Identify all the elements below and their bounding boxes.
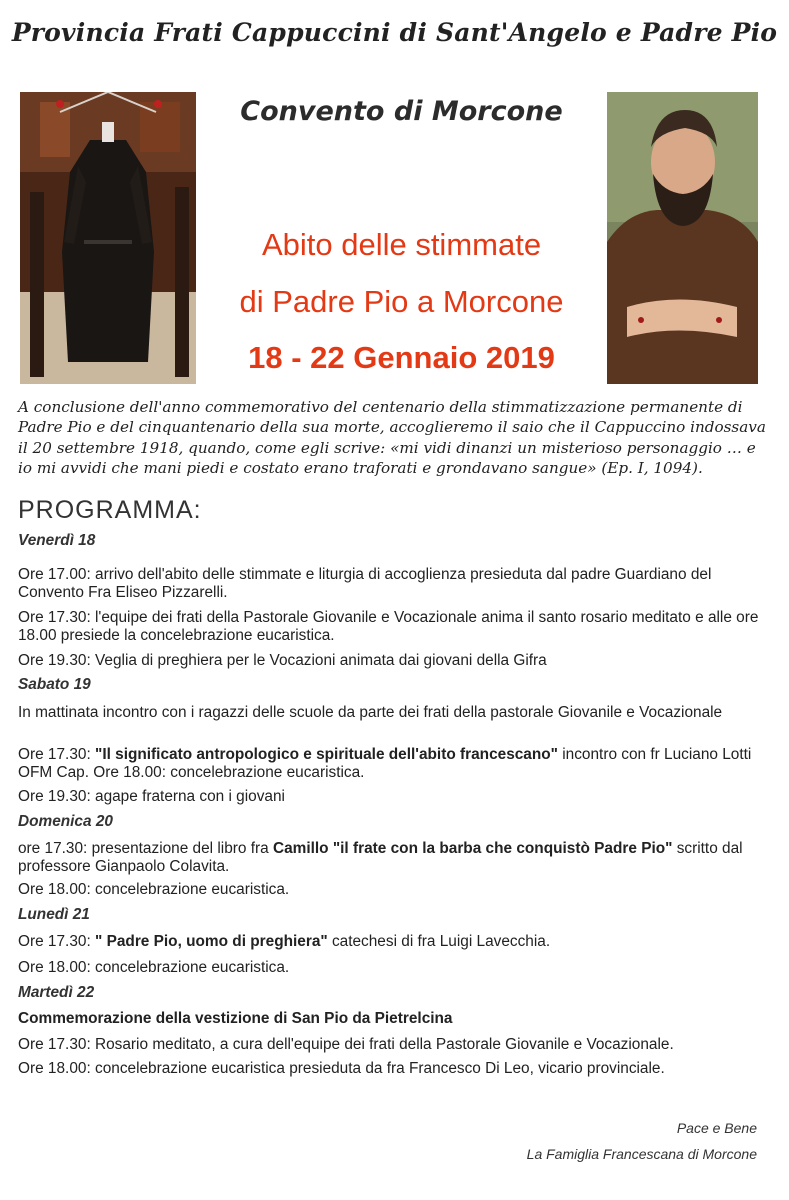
talk-title: "Il significato antropologico e spirituale dell'abito francescano" (95, 746, 558, 763)
schedule-item (18, 652, 770, 670)
event-time: ore 17.30 (18, 840, 84, 857)
habit-photo (20, 92, 196, 384)
separator: : (86, 746, 96, 763)
day-lunedi: Lunedì 21 (18, 906, 90, 923)
province-title: Provincia Frati Cappuccini di Sant'Angelo e Padre Pio (11, 18, 778, 47)
event-time: Ore 19.30 (18, 652, 87, 669)
book-title: Camillo "il frate con la barba che conquistò Padre Pio" (272, 840, 673, 857)
event-description: : agape fraterna con i giovani (86, 788, 285, 805)
event-description: : concelebrazione eucaristica presieduta da fra Francesco Di Leo, vicario provinciale. (86, 1060, 665, 1077)
schedule-item (18, 788, 770, 806)
padre-pio-portrait (607, 92, 758, 384)
closing-signature: La Famiglia Francescana di Morcone (526, 1146, 757, 1162)
event-description: : arrivo dell'abito delle stimmate e liturgia di accoglienza presieduta dal padre Guardiano del Convento Fra Eliseo Pizzarelli. (18, 566, 712, 601)
event-time: Ore 17.30 (18, 609, 87, 626)
event-description-pre: : presentazione del libro fra (83, 840, 273, 857)
event-time: Ore 17.00 (18, 566, 87, 583)
martedi-heading: Commemorazione della vestizione di San Pio da Pietrelcina (18, 1010, 453, 1027)
catechesis-title: " Padre Pio, uomo di preghiera" (95, 933, 328, 950)
event-time: Ore 17.30 (18, 933, 87, 950)
event-time: Ore 18.00 (18, 959, 87, 976)
event-title-line2: di Padre Pio a Morcone (239, 284, 564, 319)
event-description: : l'equipe dei frati della Pastorale Giovanile e Vocazionale anima il santo rosario meditato e alle ore 18.00 presiede la concelebrazione eucaristica. (18, 609, 759, 644)
event-description: catechesi di fra Luigi Lavecchia. (327, 933, 551, 950)
event-description: : concelebrazione eucaristica. (86, 959, 290, 976)
schedule-item (18, 881, 770, 899)
intro-paragraph: A conclusione dell'anno commemorativo del centenario della stimmatizzazione permanente di Padre Pio e del cinquantenario della sua morte, accoglieremo il saio che il Cappuccino indossava il 20 settembre 1918, quando, come egli scrive: «mi vidi dinanzi un misterioso personaggio … e io mi avvidi che mani piedi e costato erano traforati e grondavano sangue» (Ep. I, 1094). (18, 398, 766, 478)
schedule-item (18, 746, 770, 782)
schedule-item (18, 1036, 770, 1054)
event-time: Ore 18.00 (18, 881, 87, 898)
event-time: Ore 19.30 (18, 788, 87, 805)
event-title-line1: Abito delle stimmate (261, 227, 542, 262)
event-time: Ore 18.00 (18, 1060, 87, 1077)
closing-greeting: Pace e Bene (676, 1120, 757, 1136)
schedule-item (18, 609, 770, 645)
event-time: Ore 17.30 (18, 1036, 87, 1053)
event-description: : concelebrazione eucaristica. (86, 881, 290, 898)
event-description: : Veglia di preghiera per le Vocazioni animata dai giovani della Gifra (86, 652, 547, 669)
programma-title: PROGRAMMA: (18, 496, 202, 524)
schedule-item (18, 840, 770, 876)
event-description: scritto dal professore Gianpaolo Colavita. (18, 840, 743, 875)
day-sabato: Sabato 19 (18, 676, 91, 693)
schedule-item (18, 566, 770, 602)
schedule-item (18, 933, 770, 951)
event-description: incontro con fr Luciano Lotti OFM Cap. Ore 18.00: concelebrazione eucaristica. (18, 746, 752, 781)
day-domenica: Domenica 20 (18, 813, 113, 830)
separator: : (86, 933, 96, 950)
schedule-item (18, 1060, 770, 1078)
schedule-item (18, 704, 770, 722)
event-dates: 18 - 22 Gennaio 2019 (248, 340, 555, 375)
day-venerdi: Venerdì 18 (18, 532, 96, 549)
schedule-item (18, 959, 770, 977)
convent-title: Convento di Morcone (240, 96, 563, 127)
event-description: : Rosario meditato, a cura dell'equipe dei frati della Pastorale Giovanile e Vocazionale. (86, 1036, 674, 1053)
event-time: Ore 17.30 (18, 746, 87, 763)
event-description: In mattinata incontro con i ragazzi delle scuole da parte dei frati della pastorale Giovanile e Vocazionale (18, 704, 723, 721)
day-martedi: Martedì 22 (18, 984, 95, 1001)
